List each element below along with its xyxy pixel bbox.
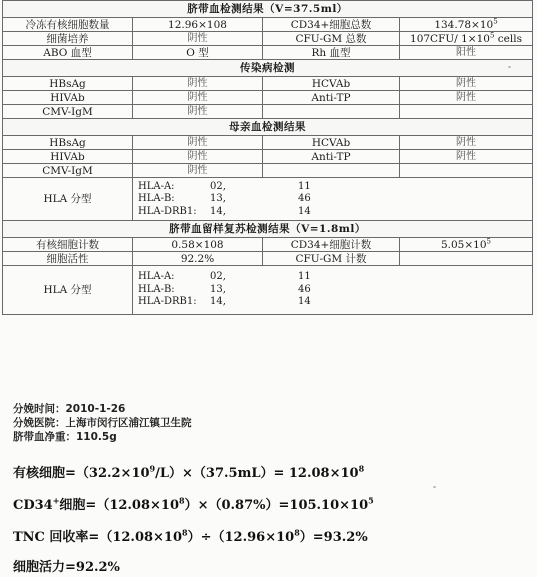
value-abo-blood-type: O 型 bbox=[133, 46, 263, 60]
label-nucleated-count: 有核细胞计数 bbox=[3, 238, 133, 252]
value-hcvab: 阴性 bbox=[400, 77, 533, 91]
label-mother-hla: HLA 分型 bbox=[3, 178, 133, 221]
label-mother-hivab: HIVAb bbox=[3, 150, 133, 164]
value-mother-hcvab: 阴性 bbox=[400, 136, 533, 150]
empty-cell bbox=[400, 164, 533, 178]
label-cfu-gm-count: CFU-GM 计数 bbox=[263, 252, 400, 266]
table-row bbox=[3, 105, 533, 119]
label-recovery-hla: HLA 分型 bbox=[3, 266, 133, 315]
table-row bbox=[3, 32, 533, 46]
label-cell-viability: 细胞活性 bbox=[3, 252, 133, 266]
value-cd34-count: $5.05\times 10^5$ bbox=[400, 238, 533, 252]
value-hivab: 阴性 bbox=[133, 91, 263, 105]
table-row bbox=[3, 150, 533, 164]
label-mother-hbsag: HBsAg bbox=[3, 136, 133, 150]
table-row bbox=[3, 252, 533, 266]
value-cmv-igm: 阴性 bbox=[133, 105, 263, 119]
calc-tnc-recovery: TNC 回收率$=(12.08\times 10^8)\div(12.96\times 10^8)=93.2\%$ bbox=[13, 527, 368, 545]
value-nucleated-count: 0.58×108 bbox=[133, 238, 263, 252]
value-cfu-gm-total: 107CFU/ $1\times 10^5$ cells bbox=[400, 32, 533, 46]
table-row bbox=[3, 46, 533, 60]
table-row bbox=[3, 91, 533, 105]
empty-cell bbox=[400, 105, 533, 119]
value-bacterial-culture: 阴性 bbox=[133, 32, 263, 46]
value-mother-hbsag: 阴性 bbox=[133, 136, 263, 150]
scan-speck bbox=[508, 66, 511, 68]
label-abo-blood-type: ABO 血型 bbox=[3, 46, 133, 60]
delivery-info bbox=[13, 402, 192, 444]
empty-cell bbox=[400, 178, 533, 221]
value-frozen-nucleated-cells: 12.96×108 bbox=[133, 18, 263, 32]
label-hcvab: HCVAb bbox=[263, 77, 400, 91]
empty-cell bbox=[400, 252, 533, 266]
label-rh-blood-type: Rh 血型 bbox=[263, 46, 400, 60]
label-cd34-total: CD34+细胞总数 bbox=[263, 18, 400, 32]
label-cfu-gm-total: CFU-GM 总数 bbox=[263, 32, 400, 46]
empty-cell bbox=[400, 266, 533, 315]
label-hbsag: HBsAg bbox=[3, 77, 133, 91]
value-hbsag: 阴性 bbox=[133, 77, 263, 91]
delivery-time: 分娩时间：2010-1-26 bbox=[13, 403, 126, 415]
label-anti-tp: Anti-TP bbox=[263, 91, 400, 105]
value-anti-tp: 阴性 bbox=[400, 91, 533, 105]
table-row bbox=[3, 238, 533, 252]
value-mother-hla: HLA-A: 02, 11 HLA-B: 13, 46 HLA-DRB1: 14, 14 bbox=[133, 178, 400, 221]
table-row bbox=[3, 136, 533, 150]
value-cd34-total: $134.78\times 10^5$ bbox=[400, 18, 533, 32]
value-recovery-hla: HLA-A: 02, 11 HLA-B: 13, 46 HLA-DRB1: 14, 14 bbox=[133, 266, 400, 315]
table-row bbox=[3, 77, 533, 91]
table-row bbox=[3, 164, 533, 178]
label-frozen-nucleated-cells: 冷冻有核细胞数量 bbox=[3, 18, 133, 32]
results-table bbox=[2, 0, 533, 315]
label-cd34-count: CD34+细胞计数 bbox=[263, 238, 400, 252]
table-row bbox=[3, 18, 533, 32]
empty-cell bbox=[263, 164, 400, 178]
section-cord-blood-test: 脐带血检测结果（V=37.5ml） bbox=[3, 1, 533, 18]
calc-nucleated-cells: 有核细胞$=(32.2\times 10^9/L)\times(37.5mL)= 12.08\times 10^8$ bbox=[13, 463, 365, 481]
label-mother-cmv-igm: CMV-IgM bbox=[3, 164, 133, 178]
cord-blood-net-weight: 脐带血净重：110.5g bbox=[13, 431, 117, 443]
label-bacterial-culture: 细菌培养 bbox=[3, 32, 133, 46]
value-mother-hivab: 阴性 bbox=[133, 150, 263, 164]
value-mother-anti-tp: 阴性 bbox=[400, 150, 533, 164]
calc-cd34-cells: CD34+细胞$=(12.08\times 10^8)\times(0.87\%)=105.10\times 10^5$ bbox=[13, 495, 374, 513]
label-hivab: HIVAb bbox=[3, 91, 133, 105]
label-mother-hcvab: HCVAb bbox=[263, 136, 400, 150]
table-row bbox=[3, 266, 533, 315]
scan-speck bbox=[433, 486, 436, 488]
value-mother-cmv-igm: 阴性 bbox=[133, 164, 263, 178]
section-recovery-test: 脐带血留样复苏检测结果（V=1.8ml） bbox=[3, 221, 533, 238]
value-rh-blood-type: 阳性 bbox=[400, 46, 533, 60]
calc-cell-viability: 细胞活力=92.2% bbox=[13, 560, 120, 575]
label-mother-anti-tp: Anti-TP bbox=[263, 150, 400, 164]
section-infectious-disease: 传染病检测 bbox=[3, 60, 533, 77]
empty-cell bbox=[263, 105, 400, 119]
delivery-hospital: 分娩医院：上海市闵行区浦江镇卫生院 bbox=[13, 417, 192, 429]
table-row bbox=[3, 178, 533, 221]
label-cmv-igm: CMV-IgM bbox=[3, 105, 133, 119]
value-cell-viability: 92.2% bbox=[133, 252, 263, 266]
section-maternal-blood: 母亲血检测结果 bbox=[3, 119, 533, 136]
